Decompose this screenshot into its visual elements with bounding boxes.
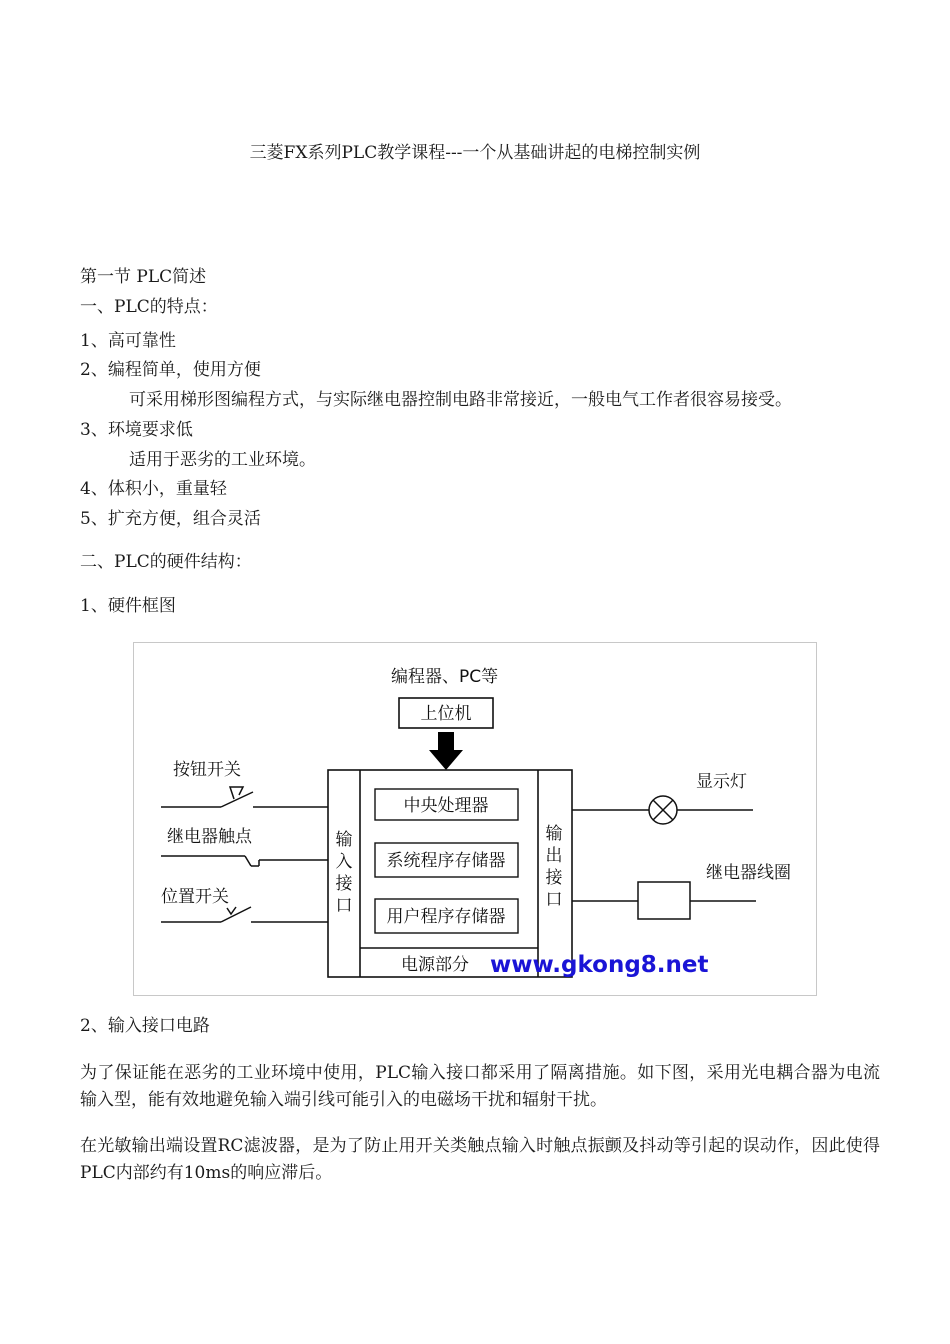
feature-detail: 适用于恶劣的工业环境。 — [129, 450, 316, 470]
feature-item: 1、高可靠性 — [80, 331, 176, 351]
rc-filter-paragraph: 在光敏输出端设置RC滤波器，是为了防止用开关类触点输入时触点振颤及抖动等引起的误动作，因此使得PLC内部约有10ms的响应滞后。 — [80, 1136, 880, 1183]
svg-text:接: 接 — [545, 868, 563, 888]
cpu-label: 中央处理器 — [403, 796, 489, 816]
user-memory-label: 用户程序存储器 — [386, 907, 506, 927]
relay-coil-label: 继电器线圈 — [706, 863, 791, 883]
block-diagram-heading: 1、硬件框图 — [80, 596, 176, 616]
power-label: 电源部分 — [401, 955, 469, 975]
feature-item: 2、编程简单，使用方便 — [80, 360, 261, 380]
watermark: www.gkong8.net — [490, 952, 709, 978]
svg-text:输: 输 — [335, 830, 353, 850]
document-title: 三菱FX系列PLC教学课程---一个从基础讲起的电梯控制实例 — [249, 143, 701, 163]
feature-item: 3、环境要求低 — [80, 420, 193, 440]
indicator-lamp-label: 显示灯 — [696, 772, 747, 792]
feature-detail: 可采用梯形图编程方式，与实际继电器控制电路非常接近，一般电气工作者很容易接受。 — [129, 390, 792, 410]
section-heading: 第一节 PLC简述 — [80, 267, 207, 287]
host-label: 上位机 — [420, 704, 472, 724]
svg-text:入: 入 — [335, 852, 353, 872]
hardware-heading: 二、PLC的硬件结构： — [80, 552, 252, 572]
hardware-block-diagram — [133, 642, 817, 996]
svg-text:输: 输 — [545, 824, 563, 844]
button-switch-label: 按钮开关 — [173, 760, 241, 780]
svg-text:口: 口 — [335, 896, 353, 916]
features-heading: 一、PLC的特点： — [80, 297, 218, 317]
input-circuit-heading: 2、输入接口电路 — [80, 1016, 210, 1036]
diagram-frame — [134, 643, 817, 996]
feature-item: 5、扩充方便，组合灵活 — [80, 509, 261, 529]
system-memory-label: 系统程序存储器 — [386, 851, 506, 871]
position-switch-label: 位置开关 — [161, 887, 229, 907]
svg-text:接: 接 — [335, 874, 353, 894]
feature-item: 4、体积小，重量轻 — [80, 479, 227, 499]
svg-text:出: 出 — [545, 846, 563, 866]
svg-text:口: 口 — [545, 890, 563, 910]
relay-contact-label: 继电器触点 — [167, 827, 252, 847]
programmer-label: 编程器、PC等 — [391, 667, 499, 687]
isolation-paragraph: 为了保证能在恶劣的工业环境中使用，PLC输入接口都采用了隔离措施。如下图，采用光电耦合器为电流输入型，能有效地避免输入端引线可能引入的电磁场干扰和辐射干扰。 — [80, 1063, 880, 1110]
